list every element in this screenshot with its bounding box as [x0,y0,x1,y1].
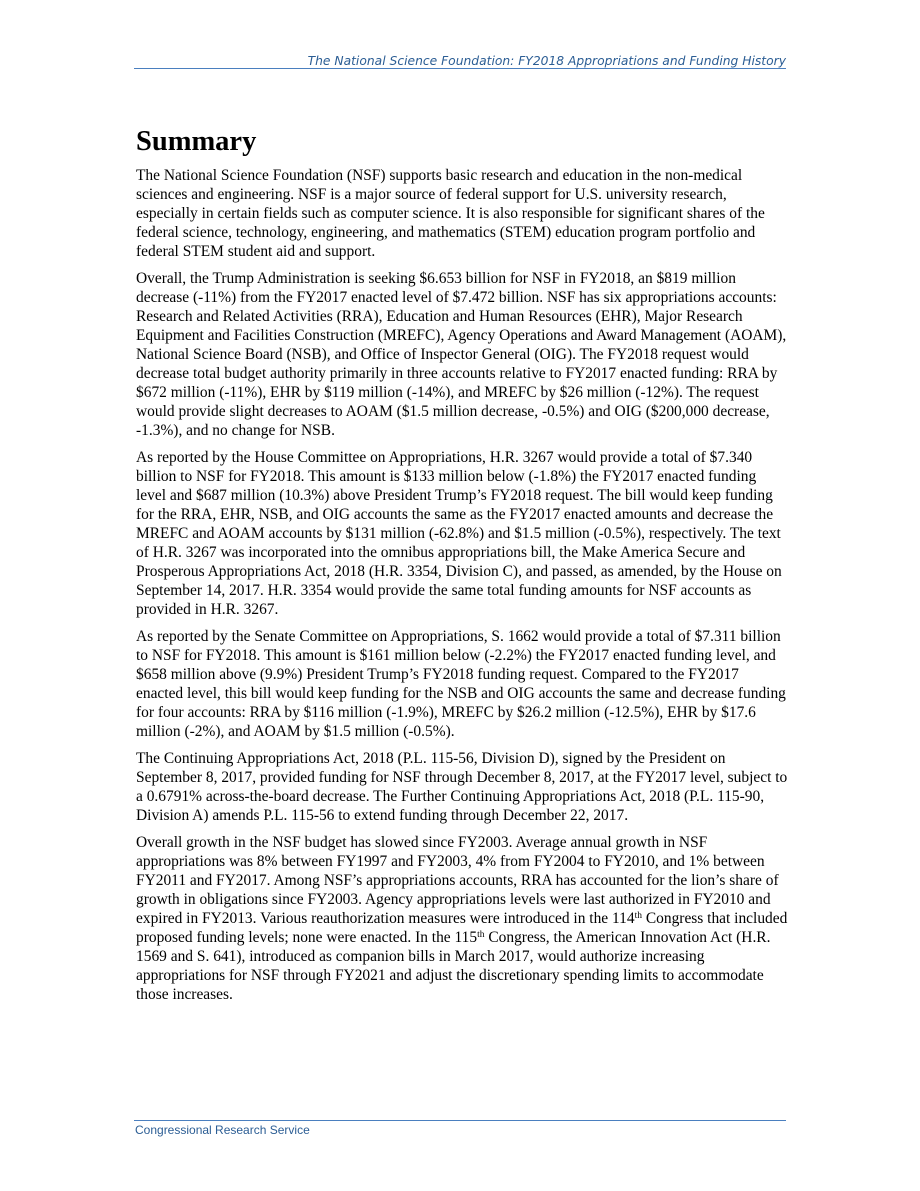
ordinal-superscript-115: th [477,929,485,940]
summary-paragraph-6 [136,833,788,1004]
summary-heading: Summary [136,126,257,157]
summary-paragraph-4: As reported by the Senate Committee on Appropriations, S. 1662 would provide a total of $7.311 billion to NSF for FY2018. This amount is $161 million below (-2.2%) the FY2017 enacted funding level, and $658 million above (9.9%) President Trump’s FY2018 funding request. Compared to the FY2017 enacted level, this bill would keep funding for the NSB and OIG accounts the same and decrease funding for four accounts: RRA by $116 million (-1.9%), MREFC by $26.2 million (-12.5%), EHR by $17.6 million (-2%), and AOAM by $1.5 million (-0.5%). [136,628,786,740]
summary-paragraph-2: Overall, the Trump Administration is seeking $6.653 billion for NSF in FY2018, an $819 million decrease (-11%) from the FY2017 enacted level of $7.472 billion. NSF has six appropriations accounts: Research and Related Activities (RRA), Education and Human Resources (EHR), Major Research Equipment and Facilities Construction (MREFC), Agency Operations and Award Management (AOAM), National Science Board (NSB), and Office of Inspector General (OIG). The FY2018 request would decrease total budget authority primarily in three accounts relative to FY2017 enacted funding: RRA by $672 million (-11%), EHR by $119 million (-14%), and MREFC by $26 million (-12%). The request would provide slight decreases to AOAM ($1.5 million decrease, -0.5%) and OIG ($200,000 decrease, -1.3%), and no change for NSB. [136,270,787,439]
summary-paragraph-3: As reported by the House Committee on Appropriations, H.R. 3267 would provide a total of $7.340 billion to NSF for FY2018. This amount is $133 million below (-1.8%) the FY2017 enacted funding level and $687 million (10.3%) above President Trump’s FY2018 request. The bill would keep funding for the RRA, EHR, NSB, and OIG accounts the same as the FY2017 enacted amounts and decrease the MREFC and AOAM accounts by $131 million (-62.8%) and $1.5 million (-0.5%), respectively. The text of H.R. 3267 was incorporated into the omnibus appropriations bill, the Make America Secure and Prosperous Appropriations Act, 2018 (H.R. 3354, Division C), and passed, as amended, by the House on September 14, 2017. H.R. 3354 would provide the same total funding amounts for NSF accounts as provided in H.R. 3267. [136,449,782,618]
header-divider [134,68,786,69]
footer-publisher: Congressional Research Service [135,1123,310,1137]
ordinal-superscript-114: th [634,910,642,921]
summary-paragraph-1: The National Science Foundation (NSF) supports basic research and education in the non-medical sciences and engineering. NSF is a major source of federal support for U.S. university research, especially in certain fields such as computer science. It is also responsible for significant shares of the federal science, technology, engineering, and mathematics (STEM) education program portfolio and federal STEM student aid and support. [136,167,765,260]
paragraph-6-text-a: Overall growth in the NSF budget has slowed since FY2003. Average annual growth in NSF appropriations was 8% between FY1997 and FY2003, 4% from FY2004 to FY2010, and 1% between FY2011 and FY2017. Among NSF’s appropriations accounts, RRA has accounted for the lion’s share of growth in obligations since FY2003. Agency appropriations levels were last authorized in FY2010 and expired in FY2013. Various reauthorization measures were introduced in the 114 [136,834,779,927]
summary-section [136,125,788,1012]
paragraph-6-text-c: Congress, the American Innovation Act (H.R. 1569 and S. 641), introduced as companion bills in March 2017, would authorize increasing appropriations for NSF through FY2021 and adjust the discretionary spending limits to accommodate those increases. [136,929,771,1003]
paragraph-6-text-b: Congress that included proposed funding levels; none were enacted. In the 115 [136,910,788,946]
footer-divider [134,1120,786,1121]
running-header-title: The National Science Foundation: FY2018 Appropriations and Funding History [307,54,786,68]
summary-paragraph-5: The Continuing Appropriations Act, 2018 (P.L. 115-56, Division D), signed by the President on September 8, 2017, provided funding for NSF through December 8, 2017, at the FY2017 level, subject to a 0.6791% across-the-board decrease. The Further Continuing Appropriations Act, 2018 (P.L. 115-90, Division A) amends P.L. 115-56 to extend funding through December 22, 2017. [136,750,788,824]
